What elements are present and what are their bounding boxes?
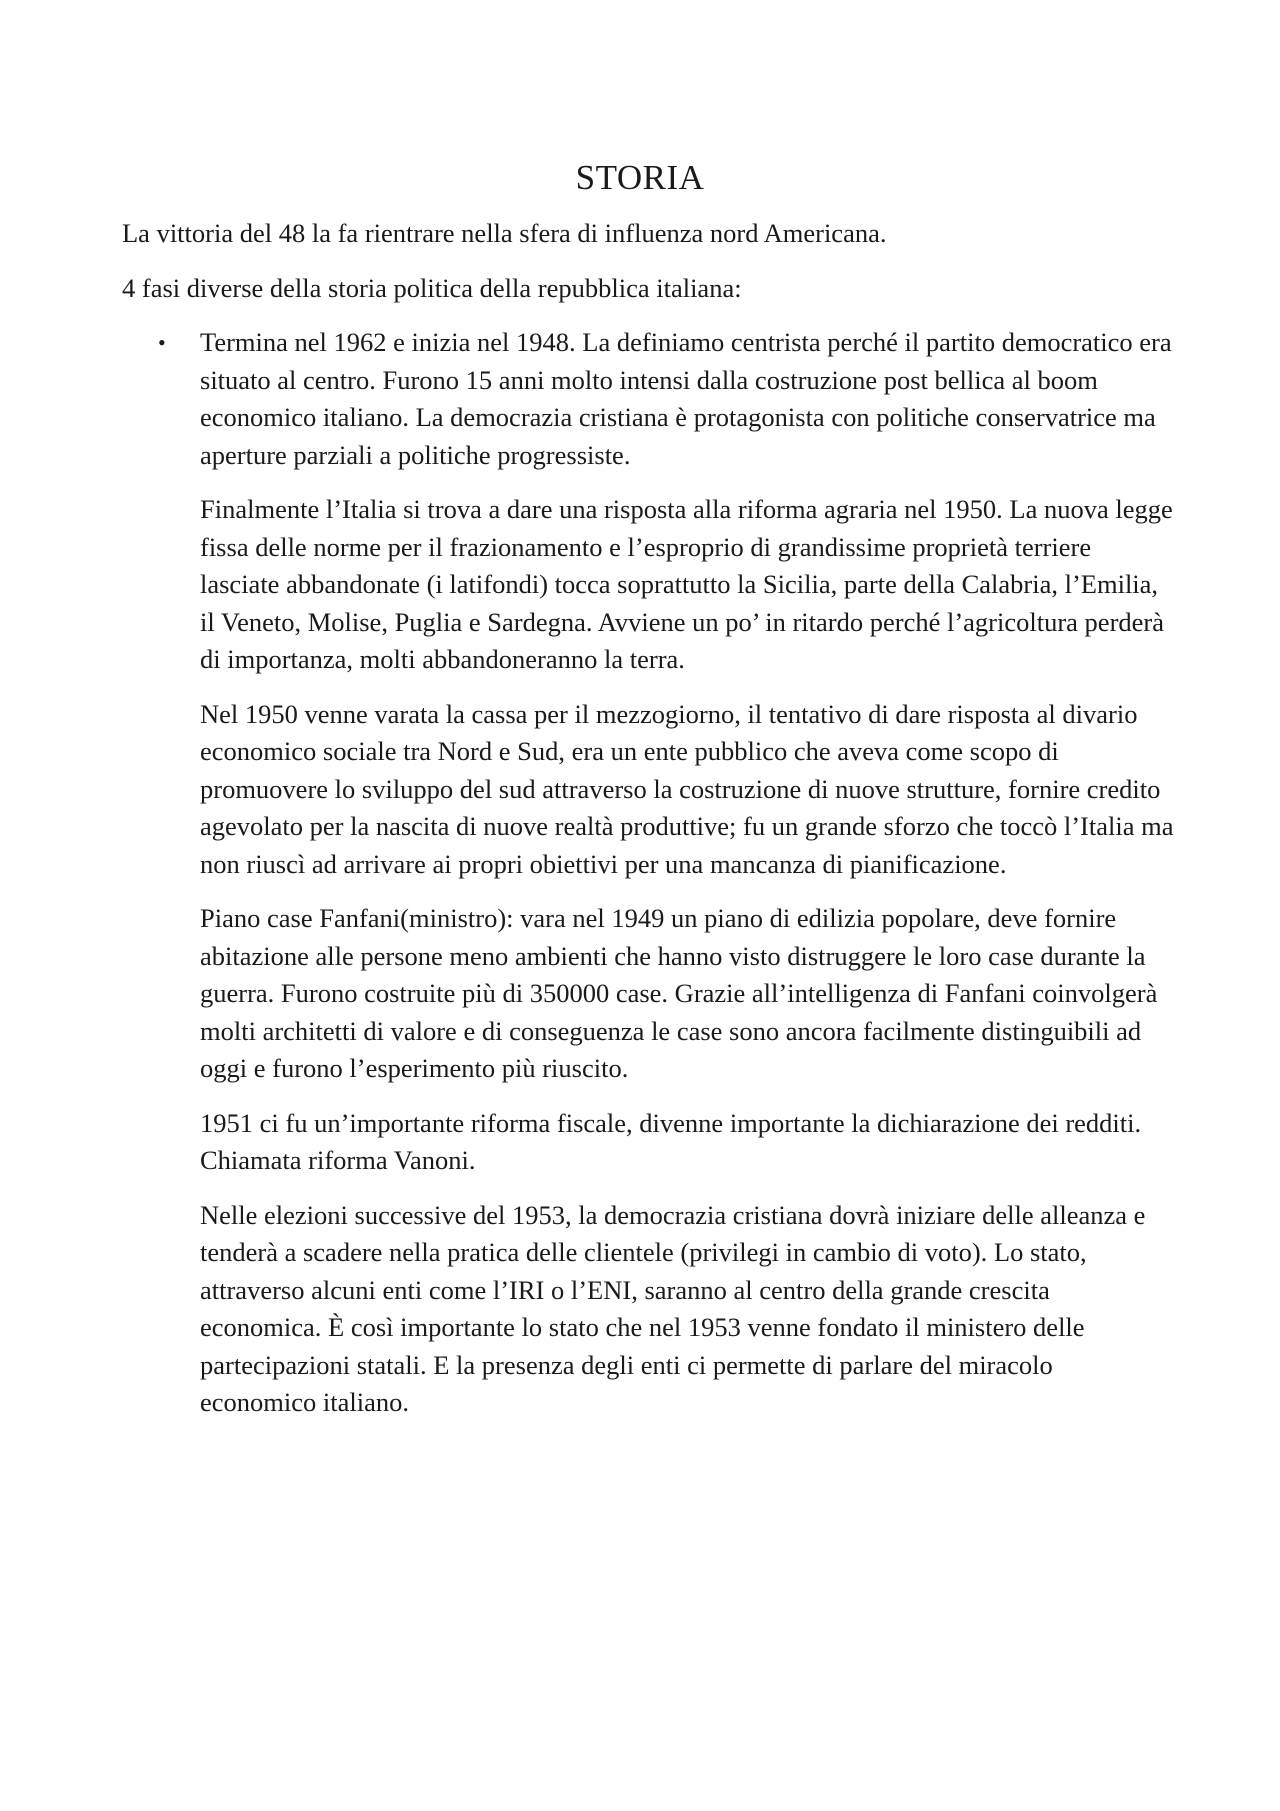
list-paragraph: Nel 1950 venne varata la cassa per il mezzogiorno, il tentativo di dare risposta al divario economico sociale tra Nord e Sud, era un ente pubblico che aveva come scopo di promuovere lo sviluppo del sud attraverso la costruzione di nuove strutture, fornire credito agevolato per la nascita di nuove realtà produttive; fu un grande sforzo che toccò l’Italia ma non riuscì ad arrivare ai propri obiettivi per una mancanza di pianificazione. (200, 698, 1174, 879)
list-item (158, 324, 1174, 1422)
bullet-list (122, 324, 1172, 1422)
bullet-icon: • (158, 330, 166, 355)
intro-paragraph: 4 fasi diverse della storia politica della repubblica italiana: (122, 272, 742, 303)
list-paragraph: 1951 ci fu un’importante riforma fiscale, divenne importante la dichiarazione dei redditi. Chiamata riforma Vanoni. (200, 1107, 1142, 1175)
list-paragraph: Termina nel 1962 e inizia nel 1948. La definiamo centrista perché il partito democratico era situato al centro. Furono 15 anni molto intensi dalla costruzione post bellica al boom economico italiano. La democrazia cristiana è protagonista con politiche conservatrice ma aperture parziali a politiche progressiste. (200, 327, 1172, 470)
document-body (122, 215, 1172, 1439)
page-title: STORIA (575, 158, 705, 197)
list-paragraph: Nelle elezioni successive del 1953, la democrazia cristiana dovrà iniziare delle alleanza e tenderà a scadere nella pratica delle clientele (privilegi in cambio di voto). Lo stato, attraverso alcuni enti come l’IRI o l’ENI, saranno al centro della grande crescita economica. È così importante lo stato che nel 1953 venne fondato il ministero delle partecipazioni statali. E la presenza degli enti ci permette di parlare del miracolo economico italiano. (200, 1199, 1146, 1417)
list-paragraph: Piano case Fanfani(ministro): vara nel 1949 un piano di edilizia popolare, deve fornire abitazione alle persone meno ambienti che hanno visto distruggere le loro case durante la guerra. Furono costruite più di 350000 case. Grazie all’intelligenza di Fanfani coinvolgerà molti architetti di valore e di conseguenza le case sono ancora facilmente distinguibili ad oggi e furono l’esperimento più riuscito. (200, 903, 1158, 1083)
intro-paragraph: La vittoria del 48 la fa rientrare nella sfera di influenza nord Americana. (122, 218, 887, 248)
list-paragraph: Finalmente l’Italia si trova a dare una risposta alla riforma agraria nel 1950. La nuova legge fissa delle norme per il frazionamento e l’esproprio di grandissime proprietà terriere lasciate abbandonate (i latifondi) tocca soprattutto la Sicilia, parte della Calabria, l’Emilia, il Veneto, Molise, Puglia e Sardegna. Avviene un po’ in ritardo perché l’agricoltura perderà di importanza, molti abbandoneranno la terra. (200, 494, 1173, 674)
